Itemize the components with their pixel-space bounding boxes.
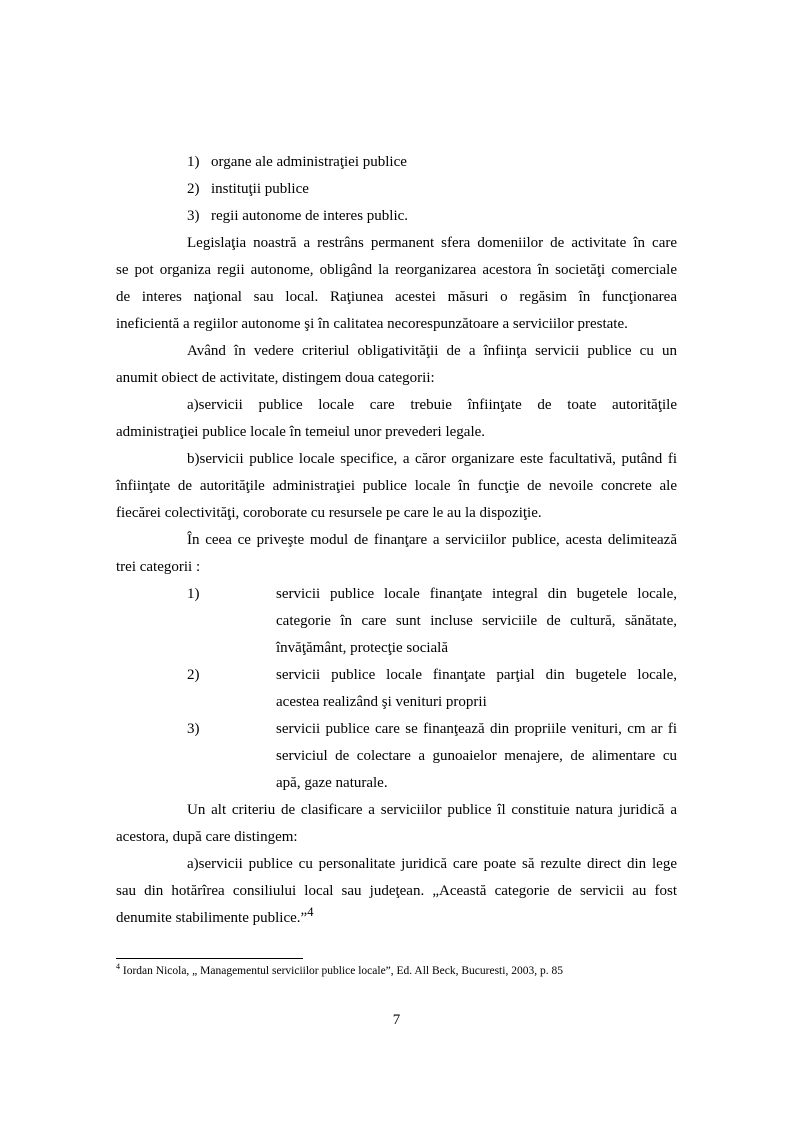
entity-list [116, 149, 677, 230]
paragraph-financing: În ceea ce priveşte modul de finanţare a serviciilor publice, acesta delimitează trei categorii : [116, 532, 677, 575]
paragraph-legislation: Legislaţia noastră a restrâns permanent sfera domeniilor de activitate în care se pot organiza regii autonome, obligând la reorganizarea acestora în societăţi comerciale de interes naţional sau local. Raţiunea acestei măsuri o regăsim în funcţionarea ineficientă a regiilor autonome şi în calitatea necorespunzătoare a serviciilor prestate. [116, 235, 677, 332]
paragraph-legal-personality: a)servicii publice cu personalitate juridică care poate să rezulte direct din lege sau din hotărîrea consiliului local sau judeţean. „Această categorie de servicii au fost denumite stabilimente publice.”$^4$ [116, 856, 677, 926]
list-item: 2) instituţii publice [187, 181, 309, 197]
paragraph-category-a: a)servicii publice locale care trebuie înfiinţate de toate autorităţile administraţiei publice locale în temeiul unor prevederi legale. [116, 397, 677, 440]
footnote-mark: 4 [116, 962, 120, 972]
footnote-divider [116, 958, 303, 959]
list-item: 2) servicii publice locale finanţate parţial din bugetele locale, acestea realizând şi venituri proprii [187, 667, 677, 710]
list-item: 1) servicii publice locale finanţate integral din bugetele locale, categorie în care sunt incluse serviciile de cultură, sănătate, învăţământ, protecţie socială [187, 586, 677, 656]
list-item: 3) regii autonome de interes public. [187, 208, 409, 224]
paragraph-obligativity: Având în vedere criteriul obligativităţii de a înfiinţa servicii publice cu un anumit obiect de activitate, distingem doua categorii: [116, 343, 677, 386]
footnote [116, 962, 716, 977]
page-number: 7 [392, 1012, 401, 1028]
page-body [116, 149, 677, 932]
footnote-text: Iordan Nicola, „ Managementul serviciilor publice locale”, Ed. All Beck, Bucuresti, 2003, p. 85 [120, 965, 563, 977]
paragraph-category-b: b)servicii publice locale specifice, a căror organizare este facultativă, putând fi înfiinţate de autorităţile administraţiei publice locale în funcţie de nevoile concrete ale fiecărei colectivităţi, coroborate cu resursele pe care le au la dispoziţie. [116, 451, 677, 521]
paragraph-legal-nature: Un alt criteriu de clasificare a serviciilor publice îl constituie natura juridică a acestora, după care distingem: [116, 802, 677, 845]
list-item: 1) organe ale administraţiei publice [187, 154, 407, 170]
footnote-reference[interactable]: 4 [307, 905, 314, 919]
financing-categories-list [116, 581, 677, 797]
list-item: 3) servicii publice care se finanţează din propriile venituri, cm ar fi serviciul de colectare a gunoaielor menajere, de alimentare cu apă, gaze naturale. [187, 721, 677, 791]
